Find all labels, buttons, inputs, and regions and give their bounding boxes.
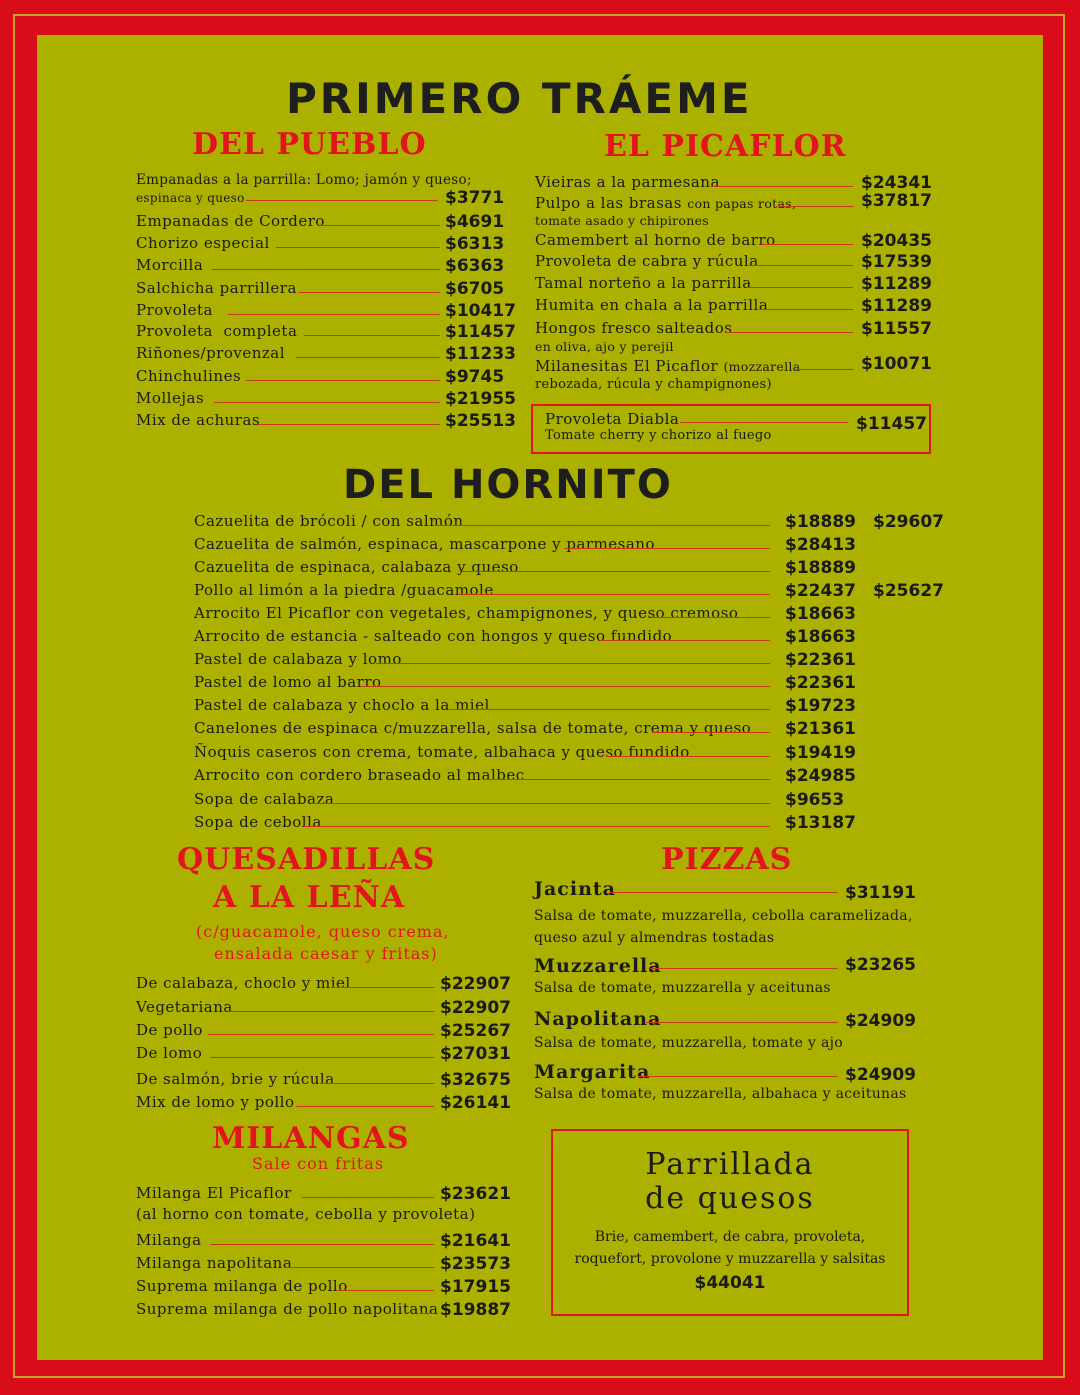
menu-item-price: $17539 [861, 252, 932, 272]
menu-item [136, 1298, 516, 1320]
featured-item-name: Provoleta Diabla [545, 410, 680, 428]
leader-line [296, 357, 440, 358]
menu-item-price: $19419 [785, 743, 856, 763]
section-heading-quesadillas: QUESADILLAS [177, 842, 436, 877]
menu-item [136, 299, 516, 321]
featured-item-price: $11457 [856, 414, 927, 434]
menu-item [136, 996, 516, 1018]
leader-line [600, 640, 770, 641]
menu-item-name: Ñoquis caseros con crema, tomate, albahaca y queso fundido [194, 743, 690, 761]
menu-item [136, 1229, 516, 1251]
menu-item-price: $11289 [861, 274, 932, 294]
leader-line [332, 987, 434, 988]
section-heading-milangas: MILANGAS [212, 1121, 410, 1156]
leader-line [296, 1106, 434, 1107]
menu-item-name: Vegetariana [136, 998, 233, 1016]
menu-item-name: Chorizo especial [136, 234, 270, 252]
menu-item-price: $23621 [440, 1184, 511, 1204]
leader-line [484, 779, 770, 780]
menu-item-price: $19723 [785, 696, 856, 716]
menu-item-name: Provoleta completa [136, 322, 298, 340]
section-heading-del-hornito: DEL HORNITO [343, 462, 673, 508]
pizza-description: Salsa de tomate, muzzarella, tomate y ajo [534, 1035, 843, 1051]
menu-item [535, 250, 935, 272]
menu-item-name: Humita en chala a la parrilla [535, 296, 769, 314]
pizza-price: $31191 [845, 883, 916, 903]
menu-item-price-secondary: $25627 [873, 581, 944, 601]
menu-item [194, 717, 964, 739]
menu-item-name: Salchicha parrillera [136, 279, 297, 297]
leader-line [610, 892, 838, 893]
menu-item [194, 764, 964, 786]
leader-line [650, 968, 838, 969]
leader-line [320, 1083, 434, 1084]
menu-item-name: Cazuelita de brócoli / con salmón [194, 512, 464, 530]
menu-item-name: Tamal norteño a la parrilla [535, 274, 752, 292]
leader-line [759, 309, 853, 310]
menu-item-price: $22361 [785, 650, 856, 670]
leader-line [338, 1290, 434, 1291]
menu-item-name-line2: rebozada, rúcula y champignones) [535, 377, 772, 392]
menu-item [535, 229, 935, 251]
leader-line [711, 186, 853, 187]
menu-item-price: $22907 [440, 998, 511, 1018]
menu-item-name: Suprema milanga de pollo [136, 1277, 348, 1295]
section-heading-el-picaflor: EL PICAFLOR [604, 129, 847, 164]
leader-line [747, 265, 853, 266]
menu-item-name: Milanga El Picaflor [136, 1184, 292, 1202]
menu-item-price: $21361 [785, 719, 856, 739]
menu-item [194, 533, 964, 555]
leader-line [286, 1267, 434, 1268]
menu-item [194, 694, 964, 716]
menu-item-price: $37817 [861, 191, 932, 211]
leader-line [312, 803, 770, 804]
menu-item-price-secondary: $29607 [873, 512, 944, 532]
menu-item-name: De pollo [136, 1021, 203, 1039]
leader-line [638, 1076, 838, 1077]
menu-item [136, 409, 516, 431]
menu-item [535, 272, 935, 294]
menu-item-price: $21641 [440, 1231, 511, 1251]
pizza-name: Jacinta [534, 878, 616, 900]
menu-item-name: Empanadas de Cordero [136, 212, 325, 230]
menu-item-name: Camembert al horno de barro [535, 231, 776, 249]
menu-item-name-main: Pulpo a las brasas [535, 194, 688, 212]
menu-item-name: Pastel de lomo al barro [194, 673, 382, 691]
parrillada-description-line1: Brie, camembert, de cabra, provoleta, [594, 1229, 866, 1245]
menu-item-price: $6363 [445, 256, 505, 276]
menu-item [136, 1091, 516, 1113]
menu-item-name-main: Milanesitas El Picaflor [535, 357, 724, 375]
menu-item-price: $6705 [445, 279, 505, 299]
menu-item-price: $27031 [440, 1044, 511, 1064]
menu-item [136, 1068, 516, 1090]
parrillada-title-line2: de quesos [645, 1181, 815, 1216]
pizza-name: Napolitana [534, 1008, 662, 1030]
menu-item [136, 320, 516, 342]
menu-item-name: Provoleta de cabra y rúcula [535, 252, 759, 270]
leader-line [462, 571, 770, 572]
parrillada-title-line1: Parrillada [645, 1147, 815, 1182]
menu-item-price: $11289 [861, 296, 932, 316]
leader-line [246, 380, 440, 381]
menu-item [194, 671, 964, 693]
menu-item-name: De lomo [136, 1044, 203, 1062]
menu-item-price: $25267 [440, 1021, 511, 1041]
menu-item-name: Pollo al limón a la piedra /guacamole [194, 581, 494, 599]
pizza-price: $24909 [845, 1065, 916, 1085]
leader-line [680, 422, 848, 423]
menu-item-name-small: (mozzarella [723, 359, 801, 374]
leader-line [652, 617, 770, 618]
leader-line [302, 1197, 434, 1198]
leader-line [376, 663, 770, 664]
menu-item [136, 1182, 516, 1204]
menu-item-price: $26141 [440, 1093, 511, 1113]
leader-line [258, 424, 440, 425]
menu-item-name [535, 357, 800, 375]
menu-item [535, 294, 935, 316]
menu-item [136, 254, 516, 276]
leader-line [298, 292, 440, 293]
menu-item-price: $11557 [861, 319, 932, 339]
menu-item-price: $24985 [785, 766, 856, 786]
menu-item-name: Hongos fresco salteados [535, 319, 733, 337]
leader-line [606, 756, 770, 757]
menu-item-name: Milanga [136, 1231, 202, 1249]
menu-item-name-line2: (al horno con tomate, cebolla y provoleta) [136, 1205, 476, 1223]
menu-item-price: $11233 [445, 344, 516, 364]
menu-item [194, 741, 964, 763]
milangas-note: Sale con fritas [252, 1154, 385, 1173]
leader-line [778, 206, 854, 207]
leader-line [450, 709, 770, 710]
leader-line [796, 369, 854, 370]
menu-item [136, 1252, 516, 1274]
menu-item [194, 788, 964, 810]
menu-item [136, 365, 516, 387]
menu-item-price: $9653 [785, 790, 845, 810]
pizza-price: $24909 [845, 1011, 916, 1031]
leader-line [725, 332, 853, 333]
menu-item-name: Pastel de calabaza y choclo a la miel [194, 696, 490, 714]
pizza-name: Margarita [534, 1061, 651, 1083]
menu-item-price: $18889 [785, 512, 856, 532]
menu-item-price: $22437 [785, 581, 856, 601]
leader-line [228, 314, 440, 315]
menu-item-name-line2: espinaca y queso [136, 191, 245, 205]
page-title: PRIMERO TRÁEME [286, 74, 753, 123]
menu-item [136, 277, 516, 299]
menu-item-name: Mix de lomo y pollo [136, 1093, 295, 1111]
menu-item-name-line2: tomate asado y chipirones [535, 213, 710, 228]
menu-item-price: $13187 [785, 813, 856, 833]
menu-item-name-small: con papas rotas, [687, 196, 797, 211]
menu-item-name: De calabaza, choclo y miel [136, 974, 351, 992]
leader-line [434, 525, 770, 526]
leader-line [747, 287, 853, 288]
menu-item-name: Provoleta [136, 301, 213, 319]
menu-item-price: $4691 [445, 212, 505, 232]
pizza-price: $23265 [845, 955, 916, 975]
menu-item-price: $6313 [445, 234, 505, 254]
menu-item [136, 1019, 516, 1041]
pizza-name: Muzzarella [534, 955, 662, 977]
menu-item [136, 387, 516, 409]
featured-item-desc: Tomate cherry y chorizo al fuego [545, 428, 772, 443]
leader-line [652, 732, 770, 733]
parrillada-description-line2: roquefort, provolone y muzzarella y salsitas [574, 1251, 886, 1267]
menu-item-price: $21955 [445, 389, 516, 409]
menu-item-name: Arrocito con cordero braseado al malbec [194, 766, 525, 784]
menu-item-name: Sopa de cebolla [194, 813, 322, 831]
menu-item-price: $28413 [785, 535, 856, 555]
menu-item-name: Arrocito de estancia - salteado con hongos y queso fundido [194, 627, 673, 645]
menu-item-name: Empanadas a la parrilla: Lomo; jamón y queso; [136, 172, 472, 188]
leader-line [208, 1034, 434, 1035]
menu-item [194, 556, 964, 578]
menu-item-price: $22361 [785, 673, 856, 693]
menu-item-price: $22907 [440, 974, 511, 994]
leader-line [564, 548, 770, 549]
leader-line [210, 1057, 434, 1058]
menu-item-price: $25513 [445, 411, 516, 431]
menu-item-name: Arrocito El Picaflor con vegetales, champignones, y queso cremoso [194, 604, 739, 622]
leader-line [228, 1011, 434, 1012]
quesadillas-note-line2: ensalada caesar y fritas) [214, 944, 438, 963]
leader-line [212, 269, 440, 270]
leader-line [320, 225, 440, 226]
menu-item-name [535, 194, 796, 212]
menu-item [194, 811, 964, 833]
menu-item-name: Mix de achuras [136, 411, 261, 429]
menu-item-name: Suprema milanga de pollo napolitana [136, 1300, 439, 1318]
menu-item [194, 625, 964, 647]
menu-item-name: Mollejas [136, 389, 205, 407]
leader-line [304, 335, 440, 336]
menu-item [136, 1042, 516, 1064]
pizza-description: Salsa de tomate, muzzarella, albahaca y aceitunas [534, 1086, 907, 1102]
menu-item [194, 648, 964, 670]
menu-item-price: $24341 [861, 173, 932, 193]
menu-item-name: Sopa de calabaza [194, 790, 335, 808]
section-heading-pizzas: PIZZAS [661, 842, 793, 877]
menu-item-price: $20435 [861, 231, 932, 251]
pizza-description-line2: queso azul y almendras tostadas [534, 930, 775, 946]
menu-item-name: Riñones/provenzal [136, 344, 286, 362]
menu-item-price: $18889 [785, 558, 856, 578]
menu-item-price: $9745 [445, 367, 505, 387]
menu-item-name: Cazuelita de salmón, espinaca, mascarpone y parmesano [194, 535, 655, 553]
menu-item-price: $10417 [445, 301, 516, 321]
leader-line [304, 826, 770, 827]
menu-item-name: Vieiras a la parmesana [535, 173, 720, 191]
menu-item-price: $10071 [861, 354, 932, 374]
menu-item-price: $23573 [440, 1254, 511, 1274]
menu-item-name: Chinchulines [136, 367, 242, 385]
menu-item [535, 317, 935, 339]
menu-item-name: De salmón, brie y rúcula [136, 1070, 335, 1088]
menu-item-price: $32675 [440, 1070, 511, 1090]
menu-item [535, 171, 935, 193]
leader-line [214, 402, 440, 403]
menu-item-price: $18663 [785, 604, 856, 624]
leader-line [362, 686, 770, 687]
leader-line [276, 247, 440, 248]
section-heading-del-pueblo: DEL PUEBLO [192, 127, 427, 162]
parrillada-price: $44041 [694, 1273, 766, 1293]
pizza-description: Salsa de tomate, muzzarella y aceitunas [534, 980, 831, 996]
menu-item-name: Canelones de espinaca c/muzzarella, salsa de tomate, crema y queso [194, 719, 752, 737]
menu-item-price: $11457 [445, 322, 516, 342]
menu-item [194, 510, 964, 532]
leader-line [210, 1244, 434, 1245]
menu-item-price: $3771 [445, 188, 505, 208]
menu-item [136, 232, 516, 254]
menu-item-name: Milanga napolitana [136, 1254, 293, 1272]
menu-item-price: $18663 [785, 627, 856, 647]
leader-line [246, 200, 438, 201]
quesadillas-note-line1: (c/guacamole, queso crema, [196, 922, 450, 941]
menu-item-name: Cazuelita de espinaca, calabaza y queso [194, 558, 519, 576]
menu-item [136, 1275, 516, 1297]
pizza-description: Salsa de tomate, muzzarella, cebolla caramelizada, [534, 908, 913, 924]
menu-item [136, 342, 516, 364]
menu-item-name: Pastel de calabaza y lomo [194, 650, 402, 668]
section-heading-a-la-lena: A LA LEÑA [213, 880, 406, 915]
leader-line [761, 244, 853, 245]
leader-line [646, 1022, 838, 1023]
menu-item [194, 602, 964, 624]
menu-item-name: Morcilla [136, 256, 204, 274]
menu-item-price: $17915 [440, 1277, 511, 1297]
menu-item [136, 210, 516, 232]
menu-item [194, 579, 964, 601]
leader-line [458, 594, 770, 595]
menu-item-price: $19887 [440, 1300, 511, 1320]
menu-item [136, 972, 516, 994]
leader-line [420, 1313, 434, 1314]
menu-item-name-line2: en oliva, ajo y perejil [535, 339, 674, 354]
